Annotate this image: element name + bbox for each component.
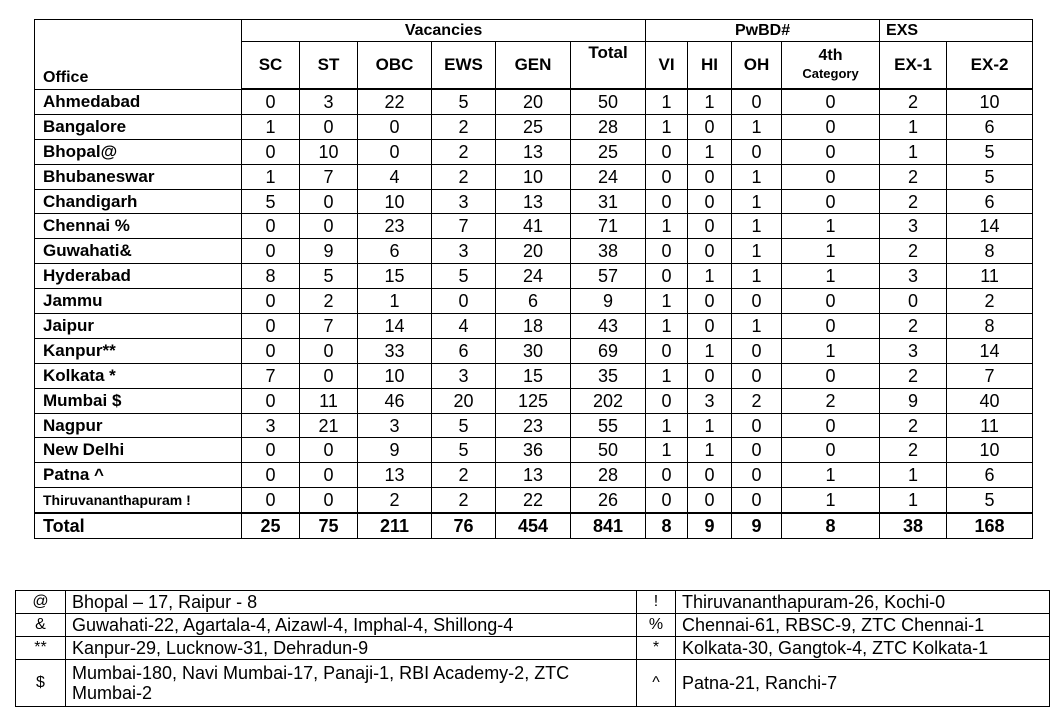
table-cell: 202: [571, 388, 646, 413]
table-cell: 1: [880, 463, 947, 488]
table-cell: 8: [947, 314, 1033, 339]
table-cell: 1: [646, 89, 688, 114]
table-cell: 9: [358, 438, 432, 463]
table-cell: 6: [496, 289, 571, 314]
table-row: [35, 363, 1033, 388]
table-cell: 2: [880, 413, 947, 438]
table-cell: 1: [782, 239, 880, 264]
table-cell: 3: [432, 363, 496, 388]
table-cell: 1: [732, 114, 782, 139]
table-cell: 3: [688, 388, 732, 413]
table-cell: 2: [432, 114, 496, 139]
total-row: [35, 513, 1033, 538]
table-cell: 10: [358, 189, 432, 214]
table-cell: 5: [432, 89, 496, 114]
table-cell: 0: [688, 189, 732, 214]
office-name: Kolkata *: [35, 363, 242, 388]
table-cell: 8: [947, 239, 1033, 264]
category4-line1: 4th: [818, 47, 843, 64]
footnote-symbol: *: [637, 637, 676, 660]
table-cell: 2: [880, 314, 947, 339]
table-cell: 5: [947, 139, 1033, 164]
table-cell: 0: [732, 488, 782, 513]
table-cell: 1: [646, 289, 688, 314]
table-cell: 7: [242, 363, 300, 388]
table-cell: 0: [300, 488, 358, 513]
table-cell: 8: [242, 264, 300, 289]
table-cell: 0: [782, 139, 880, 164]
vacancies-group-header: Vacancies: [242, 20, 646, 42]
table-cell: 33: [358, 338, 432, 363]
total-cell: 211: [358, 513, 432, 538]
footnote-symbol: @: [16, 591, 66, 614]
column-header-ews: EWS: [432, 42, 496, 90]
footnote-text: Thiruvananthapuram-26, Kochi-0: [676, 591, 1050, 614]
table-cell: 2: [432, 139, 496, 164]
table-cell: 0: [300, 114, 358, 139]
table-row: [35, 289, 1033, 314]
table-cell: 3: [300, 89, 358, 114]
footnote-text: Patna-21, Ranchi-7: [676, 660, 1050, 707]
table-row: [35, 413, 1033, 438]
table-cell: 1: [880, 139, 947, 164]
column-header-st: ST: [300, 42, 358, 90]
column-header-ex1: EX-1: [880, 42, 947, 90]
table-cell: 14: [358, 314, 432, 339]
table-cell: 1: [732, 314, 782, 339]
footnote-text: Bhopal – 17, Raipur - 8: [66, 591, 637, 614]
table-row: [35, 189, 1033, 214]
total-cell: 8: [646, 513, 688, 538]
table-cell: 0: [782, 314, 880, 339]
table-cell: 2: [432, 463, 496, 488]
table-cell: 1: [782, 488, 880, 513]
table-cell: 20: [496, 239, 571, 264]
table-cell: 3: [880, 214, 947, 239]
table-cell: 6: [358, 239, 432, 264]
table-cell: 0: [242, 488, 300, 513]
column-header-hi: HI: [688, 42, 732, 90]
footnote-symbol: **: [16, 637, 66, 660]
table-cell: 2: [880, 438, 947, 463]
table-cell: 41: [496, 214, 571, 239]
table-cell: 5: [300, 264, 358, 289]
table-cell: 2: [947, 289, 1033, 314]
office-name: Jaipur: [35, 314, 242, 339]
total-cell: 38: [880, 513, 947, 538]
table-cell: 1: [732, 239, 782, 264]
table-cell: 4: [432, 314, 496, 339]
table-cell: 0: [242, 463, 300, 488]
table-cell: 15: [496, 363, 571, 388]
table-cell: 0: [782, 438, 880, 463]
table-cell: 55: [571, 413, 646, 438]
table-cell: 0: [688, 289, 732, 314]
footnote-text: Kanpur-29, Lucknow-31, Dehradun-9: [66, 637, 637, 660]
footnote-text: Mumbai-180, Navi Mumbai-17, Panaji-1, RBI Academy-2, ZTC Mumbai-2: [66, 660, 637, 707]
table-cell: 20: [432, 388, 496, 413]
table-cell: 24: [496, 264, 571, 289]
table-row: [35, 239, 1033, 264]
office-name: Patna ^: [35, 463, 242, 488]
table-cell: 0: [432, 289, 496, 314]
table-cell: 5: [432, 413, 496, 438]
table-cell: 0: [358, 114, 432, 139]
table-cell: 1: [688, 413, 732, 438]
column-header-gen: GEN: [496, 42, 571, 90]
table-cell: 9: [880, 388, 947, 413]
table-cell: 57: [571, 264, 646, 289]
table-cell: 30: [496, 338, 571, 363]
table-cell: 11: [947, 413, 1033, 438]
table-cell: 23: [358, 214, 432, 239]
total-cell: 9: [732, 513, 782, 538]
table-cell: 1: [646, 314, 688, 339]
table-cell: 25: [571, 139, 646, 164]
total-cell: 25: [242, 513, 300, 538]
column-header-obc: OBC: [358, 42, 432, 90]
table-cell: 0: [300, 438, 358, 463]
table-cell: 0: [646, 338, 688, 363]
table-cell: 0: [782, 114, 880, 139]
table-cell: 0: [782, 89, 880, 114]
table-cell: 2: [432, 164, 496, 189]
office-name: Nagpur: [35, 413, 242, 438]
table-cell: 3: [880, 264, 947, 289]
office-column-header: Office: [35, 20, 242, 90]
vacancy-table: [34, 19, 1033, 539]
office-name: Kanpur**: [35, 338, 242, 363]
total-cell: 841: [571, 513, 646, 538]
table-cell: 0: [688, 314, 732, 339]
table-cell: 14: [947, 214, 1033, 239]
office-name: Chandigarh: [35, 189, 242, 214]
table-cell: 0: [646, 463, 688, 488]
table-cell: 1: [646, 363, 688, 388]
table-cell: 3: [358, 413, 432, 438]
table-cell: 0: [688, 463, 732, 488]
table-cell: 1: [732, 214, 782, 239]
table-cell: 0: [242, 338, 300, 363]
table-row: [35, 214, 1033, 239]
table-cell: 2: [880, 164, 947, 189]
table-cell: 0: [300, 338, 358, 363]
table-cell: 35: [571, 363, 646, 388]
table-cell: 1: [646, 114, 688, 139]
table-cell: 22: [358, 89, 432, 114]
table-cell: 22: [496, 488, 571, 513]
table-cell: 10: [358, 363, 432, 388]
table-cell: 0: [646, 488, 688, 513]
table-cell: 50: [571, 438, 646, 463]
table-cell: 2: [880, 189, 947, 214]
table-cell: 69: [571, 338, 646, 363]
footnote-symbol: &: [16, 614, 66, 637]
table-cell: 0: [242, 438, 300, 463]
table-cell: 1: [732, 264, 782, 289]
office-name: Ahmedabad: [35, 89, 242, 114]
table-cell: 0: [732, 363, 782, 388]
table-cell: 0: [242, 89, 300, 114]
table-cell: 0: [242, 314, 300, 339]
footnote-table-body: [16, 591, 1050, 707]
total-cell: 168: [947, 513, 1033, 538]
table-cell: 11: [947, 264, 1033, 289]
total-cell: 454: [496, 513, 571, 538]
office-name: Bhopal@: [35, 139, 242, 164]
table-cell: 13: [496, 189, 571, 214]
table-cell: 0: [688, 239, 732, 264]
table-cell: 0: [646, 139, 688, 164]
table-cell: 31: [571, 189, 646, 214]
table-cell: 50: [571, 89, 646, 114]
footnote-symbol: $: [16, 660, 66, 707]
total-cell: 9: [688, 513, 732, 538]
table-cell: 0: [242, 388, 300, 413]
table-cell: 2: [782, 388, 880, 413]
table-cell: 1: [688, 264, 732, 289]
table-cell: 0: [300, 463, 358, 488]
table-cell: 2: [300, 289, 358, 314]
footnote-row: [16, 591, 1050, 614]
table-cell: 11: [300, 388, 358, 413]
column-header-vi: VI: [646, 42, 688, 90]
footnote-symbol: %: [637, 614, 676, 637]
table-cell: 5: [432, 438, 496, 463]
footnote-row: [16, 614, 1050, 637]
table-cell: 36: [496, 438, 571, 463]
table-cell: 2: [880, 363, 947, 388]
table-cell: 0: [646, 164, 688, 189]
table-cell: 0: [646, 239, 688, 264]
table-cell: 5: [947, 164, 1033, 189]
table-cell: 1: [782, 264, 880, 289]
table-cell: 1: [646, 413, 688, 438]
table-cell: 0: [732, 139, 782, 164]
table-cell: 1: [732, 164, 782, 189]
table-cell: 1: [646, 214, 688, 239]
table-cell: 13: [496, 139, 571, 164]
pwbd-group-header: PwBD#: [646, 20, 880, 42]
table-cell: 15: [358, 264, 432, 289]
table-cell: 24: [571, 164, 646, 189]
table-cell: 7: [300, 164, 358, 189]
table-row: [35, 488, 1033, 513]
column-header-ex2: EX-2: [947, 42, 1033, 90]
table-cell: 10: [947, 438, 1033, 463]
table-cell: 0: [646, 189, 688, 214]
table-cell: 10: [496, 164, 571, 189]
table-cell: 5: [432, 264, 496, 289]
table-cell: 0: [688, 114, 732, 139]
vacancy-table-body: [35, 89, 1033, 513]
table-cell: 1: [242, 114, 300, 139]
table-cell: 0: [732, 413, 782, 438]
column-header-total: Total: [571, 42, 646, 90]
table-row: [35, 438, 1033, 463]
table-cell: 0: [242, 139, 300, 164]
table-cell: 0: [242, 239, 300, 264]
table-cell: 0: [688, 214, 732, 239]
table-cell: 1: [688, 139, 732, 164]
office-name: New Delhi: [35, 438, 242, 463]
table-cell: 1: [880, 114, 947, 139]
table-cell: 2: [358, 488, 432, 513]
table-cell: 0: [242, 289, 300, 314]
table-cell: 3: [880, 338, 947, 363]
total-label: Total: [35, 513, 242, 538]
footnote-text: Guwahati-22, Agartala-4, Aizawl-4, Imphal-4, Shillong-4: [66, 614, 637, 637]
total-cell: 8: [782, 513, 880, 538]
table-cell: 0: [300, 214, 358, 239]
table-cell: 0: [732, 289, 782, 314]
table-cell: 0: [732, 89, 782, 114]
table-cell: 4: [358, 164, 432, 189]
table-cell: 0: [782, 189, 880, 214]
table-cell: 10: [947, 89, 1033, 114]
table-cell: 26: [571, 488, 646, 513]
footnote-row: [16, 660, 1050, 707]
table-cell: 9: [300, 239, 358, 264]
office-name: Bhubaneswar: [35, 164, 242, 189]
table-cell: 25: [496, 114, 571, 139]
office-name: Jammu: [35, 289, 242, 314]
table-row: [35, 338, 1033, 363]
table-cell: 0: [782, 363, 880, 388]
category4-line2: Category: [802, 66, 859, 81]
column-header-4th-category: [782, 42, 880, 90]
table-cell: 6: [947, 463, 1033, 488]
column-header-oh: OH: [732, 42, 782, 90]
table-cell: 9: [571, 289, 646, 314]
table-cell: 6: [432, 338, 496, 363]
table-cell: 3: [432, 239, 496, 264]
table-cell: 0: [688, 363, 732, 388]
table-cell: 1: [646, 438, 688, 463]
table-cell: 71: [571, 214, 646, 239]
group-header-row: [35, 20, 1033, 42]
table-cell: 28: [571, 463, 646, 488]
table-cell: 0: [688, 164, 732, 189]
table-cell: 1: [782, 338, 880, 363]
table-cell: 0: [782, 413, 880, 438]
table-cell: 23: [496, 413, 571, 438]
table-row: [35, 164, 1033, 189]
table-cell: 10: [300, 139, 358, 164]
footnote-text: Kolkata-30, Gangtok-4, ZTC Kolkata-1: [676, 637, 1050, 660]
table-cell: 0: [646, 388, 688, 413]
footnote-symbol: ^: [637, 660, 676, 707]
table-cell: 18: [496, 314, 571, 339]
table-cell: 14: [947, 338, 1033, 363]
column-header-sc: SC: [242, 42, 300, 90]
table-cell: 5: [242, 189, 300, 214]
table-cell: 0: [688, 488, 732, 513]
table-cell: 1: [782, 214, 880, 239]
total-cell: 75: [300, 513, 358, 538]
office-name: Thiruvananthapuram !: [35, 488, 242, 513]
table-cell: 2: [732, 388, 782, 413]
office-name: Chennai %: [35, 214, 242, 239]
table-cell: 7: [300, 314, 358, 339]
table-cell: 0: [300, 189, 358, 214]
table-row: [35, 89, 1033, 114]
table-cell: 1: [358, 289, 432, 314]
table-cell: 1: [782, 463, 880, 488]
table-cell: 3: [242, 413, 300, 438]
table-cell: 1: [732, 189, 782, 214]
office-name: Guwahati&: [35, 239, 242, 264]
table-cell: 0: [732, 338, 782, 363]
office-name: Hyderabad: [35, 264, 242, 289]
table-cell: 0: [358, 139, 432, 164]
footnote-table: [15, 590, 1050, 707]
table-cell: 5: [947, 488, 1033, 513]
table-cell: 43: [571, 314, 646, 339]
table-cell: 1: [688, 89, 732, 114]
table-cell: 125: [496, 388, 571, 413]
total-cell: 76: [432, 513, 496, 538]
table-cell: 7: [432, 214, 496, 239]
exs-group-header: EXS: [880, 20, 1033, 42]
table-row: [35, 463, 1033, 488]
table-cell: 2: [432, 488, 496, 513]
table-cell: 1: [688, 338, 732, 363]
table-cell: 0: [646, 264, 688, 289]
table-cell: 13: [496, 463, 571, 488]
table-cell: 0: [880, 289, 947, 314]
table-cell: 7: [947, 363, 1033, 388]
table-cell: 0: [732, 463, 782, 488]
table-cell: 40: [947, 388, 1033, 413]
footnote-symbol: !: [637, 591, 676, 614]
table-cell: 20: [496, 89, 571, 114]
table-cell: 6: [947, 189, 1033, 214]
office-name: Mumbai $: [35, 388, 242, 413]
table-cell: 0: [782, 289, 880, 314]
table-cell: 1: [242, 164, 300, 189]
table-row: [35, 114, 1033, 139]
table-cell: 0: [782, 164, 880, 189]
table-row: [35, 388, 1033, 413]
office-name: Bangalore: [35, 114, 242, 139]
table-cell: 21: [300, 413, 358, 438]
table-cell: 3: [432, 189, 496, 214]
table-cell: 1: [688, 438, 732, 463]
table-cell: 0: [242, 214, 300, 239]
table-cell: 6: [947, 114, 1033, 139]
table-cell: 0: [300, 363, 358, 388]
table-row: [35, 139, 1033, 164]
table-cell: 2: [880, 89, 947, 114]
table-cell: 2: [880, 239, 947, 264]
table-row: [35, 264, 1033, 289]
table-cell: 1: [880, 488, 947, 513]
table-cell: 28: [571, 114, 646, 139]
table-cell: 13: [358, 463, 432, 488]
footnote-row: [16, 637, 1050, 660]
table-cell: 38: [571, 239, 646, 264]
footnote-text: Chennai-61, RBSC-9, ZTC Chennai-1: [676, 614, 1050, 637]
table-cell: 0: [732, 438, 782, 463]
table-row: [35, 314, 1033, 339]
table-cell: 46: [358, 388, 432, 413]
